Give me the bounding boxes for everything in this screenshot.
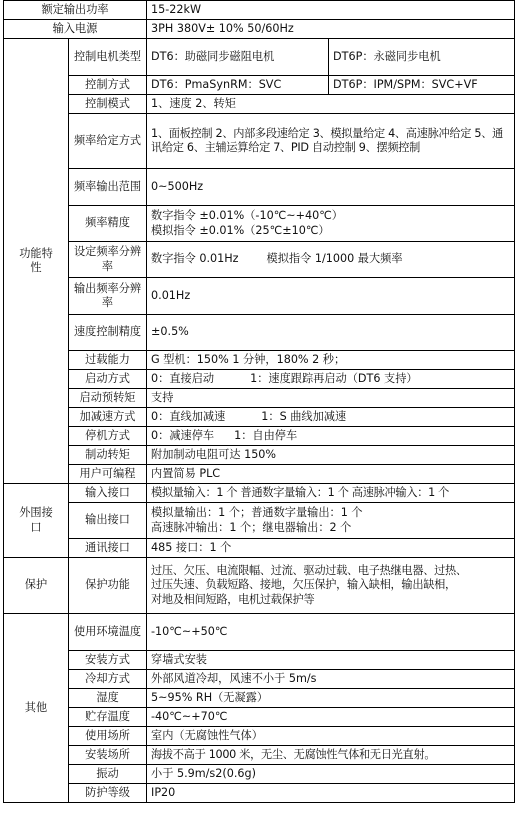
row-input-power — [4, 20, 515, 39]
row-start-torque — [4, 389, 515, 408]
ip-label: 防护等级 — [69, 784, 147, 803]
cooling-value: 外部风道冷却，风速不小于 5m/s — [147, 670, 515, 689]
row-site — [4, 727, 515, 746]
row-freq-precision — [4, 206, 515, 242]
freq-setting-value: 1、面板控制 2、内部多段速给定 3、模拟量给定 4、高速脉冲给定 5、通讯给定 6、主辅运算给定 7、PID 自动控制 9、摆频控制 — [147, 114, 515, 169]
freq-set-resolution-value — [147, 242, 515, 278]
freq-precision-label: 频率精度 — [69, 206, 147, 242]
storage-temp-label: 贮存温度 — [69, 708, 147, 727]
protection-line1: 过压、欠压、电流限幅、过流、驱动过载、电子热继电器、过热、 — [151, 563, 467, 577]
overload-value: G 型机：150% 1 分钟，180% 2 秒； — [147, 351, 515, 370]
accel-mode-opt0: 0：直线加减速 — [151, 409, 226, 423]
row-programmable — [4, 465, 515, 484]
brake-torque-value: 附加制动电阻可达 150% — [147, 446, 515, 465]
freq-out-resolution-value: 0.01Hz — [147, 278, 515, 315]
category-other: 其他 — [4, 614, 69, 803]
category-interface: 外围接口 — [4, 484, 69, 558]
vibration-value: 小于 5.9m/s2(0.6g) — [147, 765, 515, 784]
start-torque-value: 支持 — [147, 389, 515, 408]
start-mode-opt0: 0：直接启动 — [151, 371, 215, 385]
row-interface-comm — [4, 539, 515, 558]
row-freq-range — [4, 169, 515, 206]
control-mode-dt6: DT6：PmaSynRM：SVC — [147, 76, 329, 95]
humidity-label: 湿度 — [69, 689, 147, 708]
rated-power-label: 额定输出功率 — [4, 1, 147, 20]
overload-label: 过载能力 — [69, 351, 147, 370]
freq-setting-label: 频率给定方式 — [69, 114, 147, 169]
brake-torque-label: 制动转矩 — [69, 446, 147, 465]
start-mode-label: 启动方式 — [69, 370, 147, 389]
programmable-label: 用户可编程 — [69, 465, 147, 484]
freq-set-resolution-analog: 模拟指令 1/1000 最大频率 — [266, 252, 403, 266]
row-interface-output — [4, 503, 515, 539]
freq-precision-line1: 数字指令 ±0.01%（-10℃~+40℃） — [151, 209, 343, 222]
control-mode-label: 控制方式 — [69, 76, 147, 95]
interface-output-line2: 高速脉冲输出：1 个；继电器输出：2 个 — [151, 520, 352, 534]
programmable-value: 内置简易 PLC — [147, 465, 515, 484]
motor-type-dt6p: DT6P：永磁同步电机 — [329, 39, 515, 76]
ambient-temp-value: -10℃~+50℃ — [147, 614, 515, 651]
accel-mode-value — [147, 408, 515, 427]
install-site-value: 海拔不高于 1000 米，无尘、无腐蚀性气体和无日光直射。 — [147, 746, 515, 765]
control-pattern-label: 控制模式 — [69, 95, 147, 114]
protection-line3: 对地及相间短路，电机过载保护等 — [151, 592, 315, 606]
start-torque-label: 启动预转矩 — [69, 389, 147, 408]
row-freq-out-resolution — [4, 278, 515, 315]
spec-sheet — [3, 0, 514, 829]
freq-set-resolution-label: 设定频率分辨率 — [69, 242, 147, 278]
interface-input-label: 输入接口 — [69, 484, 147, 503]
accel-mode-label: 加减速方式 — [69, 408, 147, 427]
freq-range-value: 0~500Hz — [147, 169, 515, 206]
row-freq-set-resolution — [4, 242, 515, 278]
motor-type-label: 控制电机类型 — [69, 39, 147, 76]
site-label: 使用场所 — [69, 727, 147, 746]
row-brake-torque — [4, 446, 515, 465]
ambient-temp-label: 使用环境温度 — [69, 614, 147, 651]
start-mode-value — [147, 370, 515, 389]
stop-mode-label: 停机方式 — [69, 427, 147, 446]
row-motor-type — [4, 39, 515, 76]
interface-comm-label: 通讯接口 — [69, 539, 147, 558]
stop-mode-opt1: 1：自由停车 — [234, 428, 298, 442]
speed-precision-value: ±0.5% — [147, 315, 515, 351]
accel-mode-opt1: 1：S 曲线加减速 — [261, 409, 347, 423]
protection-value — [147, 558, 515, 614]
speed-precision-label: 速度控制精度 — [69, 315, 147, 351]
cooling-label: 冷却方式 — [69, 670, 147, 689]
interface-output-line1: 模拟量输出：1 个；普通数字量输出：1 个 — [151, 506, 363, 519]
ip-value: IP20 — [147, 784, 515, 803]
category-protection: 保护 — [4, 558, 69, 614]
freq-set-resolution-digital: 数字指令 0.01Hz — [151, 252, 239, 266]
row-overload — [4, 351, 515, 370]
protection-label: 保护功能 — [69, 558, 147, 614]
input-power-value: 3PH 380V± 10% 50/60Hz — [147, 20, 515, 39]
row-vibration — [4, 765, 515, 784]
interface-output-value — [147, 503, 515, 539]
row-ip — [4, 784, 515, 803]
row-install-site — [4, 746, 515, 765]
rated-power-value: 15-22kW — [147, 1, 515, 20]
protection-line2: 过压失速、负载短路、接地，欠压保护，输入缺相，输出缺相， — [151, 578, 456, 592]
row-speed-precision — [4, 315, 515, 351]
row-start-mode — [4, 370, 515, 389]
start-mode-opt1: 1：速度跟踪再启动（DT6 支持） — [250, 371, 418, 385]
freq-range-label: 频率输出范围 — [69, 169, 147, 206]
stop-mode-value — [147, 427, 515, 446]
row-cooling — [4, 670, 515, 689]
row-control-pattern — [4, 95, 515, 114]
install-label: 安装方式 — [69, 651, 147, 670]
row-interface-input — [4, 484, 515, 503]
motor-type-dt6: DT6：助磁同步磁阻电机 — [147, 39, 329, 76]
freq-out-resolution-label: 输出频率分辨率 — [69, 278, 147, 315]
freq-precision-line2: 模拟指令 ±0.01%（25℃±10℃） — [151, 223, 330, 237]
row-install — [4, 651, 515, 670]
row-freq-setting — [4, 114, 515, 169]
row-rated-power — [4, 1, 515, 20]
row-protection — [4, 558, 515, 614]
storage-temp-value: -40℃~+70℃ — [147, 708, 515, 727]
install-value: 穿墙式安装 — [147, 651, 515, 670]
interface-comm-value: 485 接口：1 个 — [147, 539, 515, 558]
install-site-label: 安装场所 — [69, 746, 147, 765]
row-storage-temp — [4, 708, 515, 727]
stop-mode-opt0: 0：减速停车 — [151, 428, 215, 442]
row-accel-mode — [4, 408, 515, 427]
category-function: 功能特性 — [4, 39, 69, 484]
spec-table — [3, 0, 515, 803]
control-mode-dt6p: DT6P：IPM/SPM：SVC+VF — [329, 76, 515, 95]
row-ambient-temp — [4, 614, 515, 651]
interface-output-label: 输出接口 — [69, 503, 147, 539]
site-value: 室内（无腐蚀性气体） — [147, 727, 515, 746]
input-power-label: 输入电源 — [4, 20, 147, 39]
control-pattern-value: 1、速度 2、转矩 — [147, 95, 515, 114]
freq-precision-value — [147, 206, 515, 242]
row-control-mode — [4, 76, 515, 95]
row-stop-mode — [4, 427, 515, 446]
vibration-label: 振动 — [69, 765, 147, 784]
row-humidity — [4, 689, 515, 708]
interface-input-value: 模拟量输入：1 个 普通数字量输入：1 个 高速脉冲输入：1 个 — [147, 484, 515, 503]
humidity-value: 5~95% RH（无凝露） — [147, 689, 515, 708]
